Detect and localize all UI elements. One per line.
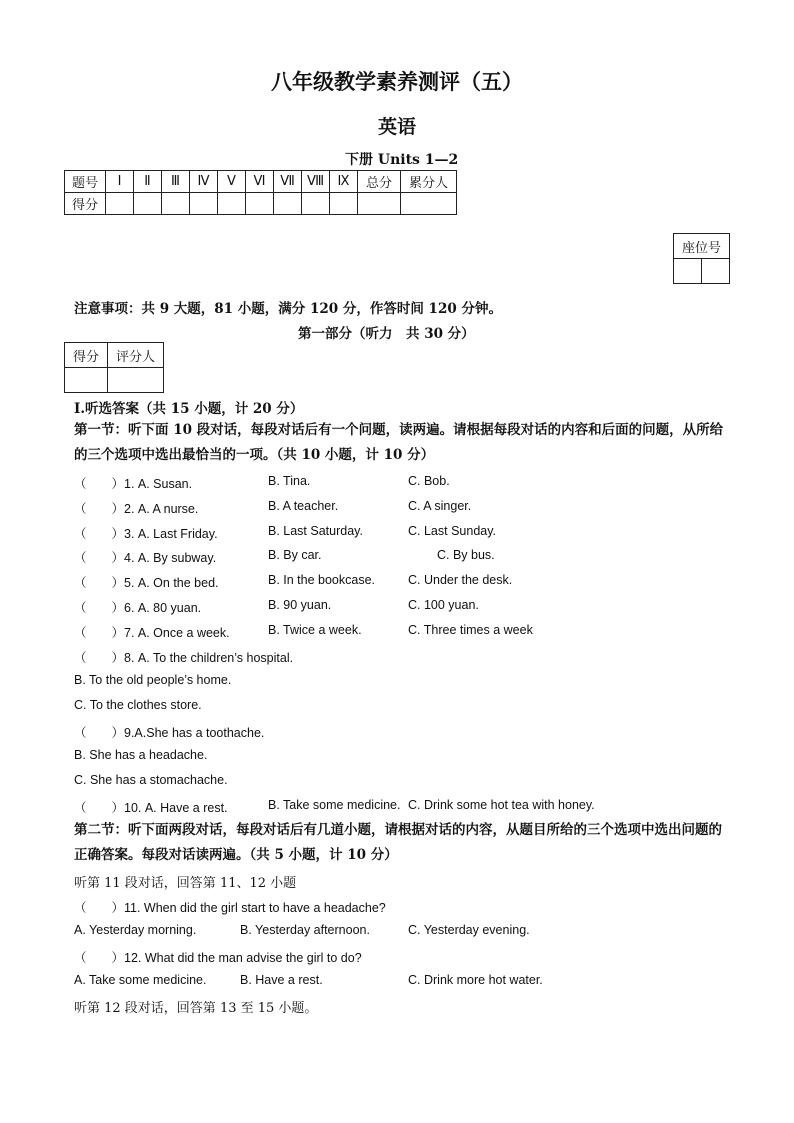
dialog11-label: 听第 11 段对话，回答第 11、12 小题 (74, 876, 297, 891)
exam-units: 下册 Units 1—2 (345, 152, 459, 168)
score-cell: 总分 (358, 171, 401, 193)
grader-score-label: 得分 (65, 343, 108, 368)
q9-option-a: （ ）9.A.She has a toothache. (74, 726, 265, 740)
q4-option-b: B. By car. (268, 548, 322, 562)
score-cell: Ⅵ (246, 171, 274, 193)
q1-option-b: B. Tina. (268, 474, 311, 488)
grader-name-cell[interactable] (108, 368, 164, 393)
score-input-cell[interactable] (302, 193, 330, 215)
score-cell: Ⅶ (274, 171, 302, 193)
q1-option-c: C. Bob. (408, 474, 450, 488)
q7-option-b: B. Twice a week. (268, 623, 362, 637)
score-cell: 题号 (65, 171, 106, 193)
q12-option-b: B. Have a rest. (240, 973, 323, 987)
score-input-cell[interactable] (401, 193, 457, 215)
exam-title: 八年级教学素养测评（五） (271, 69, 523, 94)
q11-option-c: C. Yesterday evening. (408, 923, 530, 937)
seat-number-cell[interactable] (702, 259, 730, 284)
q11-option-b: B. Yesterday afternoon. (240, 923, 370, 937)
score-table-score-row (65, 193, 457, 215)
dialog12-label: 听第 12 段对话，回答第 13 至 15 小题。 (74, 1001, 318, 1016)
q10-option-c: C. Drink some hot tea with honey. (408, 798, 595, 812)
score-cell: 累分人 (401, 171, 457, 193)
notice-text: 注意事项：共 9 大题，81 小题，满分 120 分，作答时间 120 分钟。 (74, 301, 502, 317)
q12-option-a: A. Take some medicine. (74, 973, 207, 987)
q1-option-a: （ ）1. A. Susan. (74, 477, 193, 491)
q3-option-a: （ ）3. A. Last Friday. (74, 527, 218, 541)
q7-option-a: （ ）7. A. Once a week. (74, 626, 230, 640)
grader-name-label: 评分人 (108, 343, 164, 368)
score-cell: Ⅲ (162, 171, 190, 193)
q5-option-b: B. In the bookcase. (268, 573, 376, 587)
score-input-cell[interactable] (358, 193, 401, 215)
score-cell: Ⅳ (190, 171, 218, 193)
score-cell: Ⅰ (106, 171, 134, 193)
grader-score-cell[interactable] (65, 368, 108, 393)
score-input-cell[interactable] (106, 193, 134, 215)
score-cell: Ⅸ (330, 171, 358, 193)
q12-stem: （ ）12. What did the man advise the girl to do? (74, 951, 362, 965)
score-cell: Ⅱ (134, 171, 162, 193)
q3-option-b: B. Last Saturday. (268, 524, 363, 538)
q10-option-b: B. Take some medicine. (268, 798, 401, 812)
q5-option-c: C. Under the desk. (408, 573, 513, 587)
q4-option-a: （ ）4. A. By subway. (74, 551, 217, 565)
score-input-cell[interactable] (246, 193, 274, 215)
q10-option-a: （ ）10. A. Have a rest. (74, 801, 228, 815)
section1-title: Ⅰ.听选答案（共 15 小题，计 20 分） (74, 401, 304, 417)
score-input-cell[interactable] (134, 193, 162, 215)
q9-option-b: B. She has a headache. (74, 748, 208, 762)
q6-option-b: B. 90 yuan. (268, 598, 332, 612)
q11-option-a: A. Yesterday morning. (74, 923, 197, 937)
score-table-header-row (65, 171, 457, 193)
q6-option-c: C. 100 yuan. (408, 598, 479, 612)
score-cell: Ⅴ (218, 171, 246, 193)
seat-number-label: 座位号 (674, 234, 730, 259)
q5-option-a: （ ）5. A. On the bed. (74, 576, 219, 590)
q2-option-c: C. A singer. (408, 499, 472, 513)
section1-instruction: 第一节：听下面 10 段对话，每段对话后有一个问题，读两遍。请根据每段对话的内容和后面的问题，从所给的三个选项中选出最恰当的一项。（共 10 小题，计 10 分） (74, 422, 724, 463)
score-table (64, 170, 457, 215)
q12-option-c: C. Drink more hot water. (408, 973, 543, 987)
part1-title: 第一部分（听力 共 30 分） (298, 326, 475, 342)
q8-option-a: （ ）8. A. To the children’s hospital. (74, 651, 294, 665)
score-cell: Ⅷ (302, 171, 330, 193)
q11-stem: （ ）11. When did the girl start to have a headache? (74, 901, 386, 915)
q4-option-c: C. By bus. (437, 548, 495, 562)
seat-number-table (673, 233, 730, 284)
seat-number-cell[interactable] (674, 259, 702, 284)
q2-option-b: B. A teacher. (268, 499, 339, 513)
q7-option-c: C. Three times a week (408, 623, 533, 637)
score-input-cell[interactable] (162, 193, 190, 215)
q9-option-c: C. She has a stomachache. (74, 773, 228, 787)
score-input-cell[interactable] (330, 193, 358, 215)
q2-option-a: （ ）2. A. A nurse. (74, 502, 199, 516)
q8-option-b: B. To the old people’s home. (74, 673, 232, 687)
section2-instruction: 第二节：听下面两段对话，每段对话后有几道小题，请根据对话的内容，从题目所给的三个选项中选出问题的正确答案。每段对话读两遍。（共 5 小题，计 10 分） (74, 822, 722, 863)
score-row-label: 得分 (65, 193, 106, 215)
grader-table (64, 342, 164, 393)
q6-option-a: （ ）6. A. 80 yuan. (74, 601, 202, 615)
q8-option-c: C. To the clothes store. (74, 698, 202, 712)
score-input-cell[interactable] (218, 193, 246, 215)
q3-option-c: C. Last Sunday. (408, 524, 497, 538)
score-input-cell[interactable] (190, 193, 218, 215)
exam-subject: 英语 (377, 116, 416, 138)
score-input-cell[interactable] (274, 193, 302, 215)
